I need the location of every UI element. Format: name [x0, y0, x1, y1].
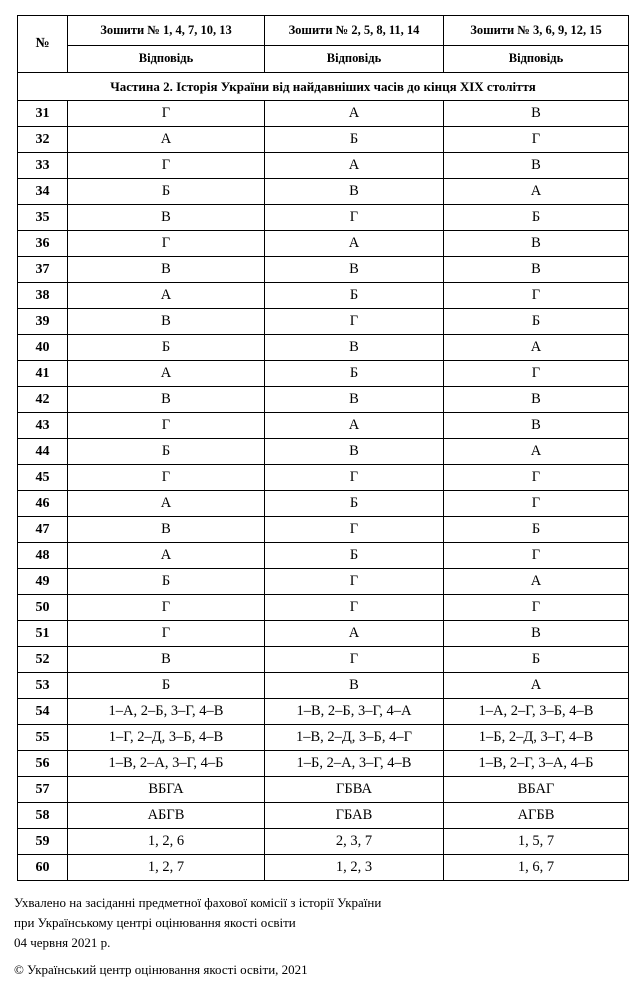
answer-cell-group-3: Г	[444, 283, 629, 309]
answer-cell-group-3: А	[444, 335, 629, 361]
answer-cell-group-1: ВБГА	[68, 777, 265, 803]
answer-cell-group-2: Г	[265, 517, 444, 543]
table-row	[18, 127, 629, 153]
answer-cell-group-1: 1–А, 2–Б, 3–Г, 4–В	[68, 699, 265, 725]
answer-cell-group-1: В	[68, 205, 265, 231]
question-number: 40	[18, 335, 68, 361]
answer-cell-group-2: Б	[265, 127, 444, 153]
approval-line-2: при Українському центрі оцінювання якості освіти	[14, 915, 296, 930]
question-number: 53	[18, 673, 68, 699]
booklet-group-2-header: Зошити № 2, 5, 8, 11, 14	[265, 16, 444, 46]
answer-cell-group-1: Г	[68, 621, 265, 647]
answer-cell-group-3: 1–Б, 2–Д, 3–Г, 4–В	[444, 725, 629, 751]
table-row	[18, 257, 629, 283]
answer-cell-group-3: 1, 5, 7	[444, 829, 629, 855]
table-row	[18, 829, 629, 855]
answer-cell-group-2: Г	[265, 647, 444, 673]
question-number: 43	[18, 413, 68, 439]
answer-cell-group-3: А	[444, 673, 629, 699]
answer-cell-group-2: Б	[265, 543, 444, 569]
answer-cell-group-1: А	[68, 127, 265, 153]
answer-header-1: Відповідь	[68, 45, 265, 72]
answer-cell-group-3: Г	[444, 361, 629, 387]
answer-cell-group-2: А	[265, 413, 444, 439]
question-number: 37	[18, 257, 68, 283]
approval-line-1: Ухвалено на засіданні предметної фахової комісії з історії України	[14, 895, 382, 910]
answer-cell-group-1: В	[68, 257, 265, 283]
answer-cell-group-2: А	[265, 231, 444, 257]
answer-cell-group-1: Б	[68, 179, 265, 205]
question-number: 60	[18, 855, 68, 881]
table-row	[18, 621, 629, 647]
answer-cell-group-3: 1–В, 2–Г, 3–А, 4–Б	[444, 751, 629, 777]
question-number: 49	[18, 569, 68, 595]
table-row	[18, 465, 629, 491]
answer-cell-group-3: А	[444, 439, 629, 465]
answer-cell-group-1: Б	[68, 439, 265, 465]
table-row	[18, 413, 629, 439]
answer-cell-group-2: А	[265, 153, 444, 179]
answer-cell-group-3: В	[444, 387, 629, 413]
answer-cell-group-1: Г	[68, 413, 265, 439]
answer-cell-group-1: Г	[68, 465, 265, 491]
answer-cell-group-3: Б	[444, 647, 629, 673]
answer-cell-group-3: В	[444, 231, 629, 257]
answer-cell-group-3: 1, 6, 7	[444, 855, 629, 881]
question-number: 44	[18, 439, 68, 465]
question-number: 46	[18, 491, 68, 517]
table-row	[18, 569, 629, 595]
question-number: 57	[18, 777, 68, 803]
question-number: 48	[18, 543, 68, 569]
table-row	[18, 855, 629, 881]
table-row	[18, 179, 629, 205]
answer-cell-group-2: В	[265, 673, 444, 699]
question-number: 47	[18, 517, 68, 543]
answer-cell-group-3: Б	[444, 517, 629, 543]
question-number: 41	[18, 361, 68, 387]
booklet-group-1-header: Зошити № 1, 4, 7, 10, 13	[68, 16, 265, 46]
answer-cell-group-3: Б	[444, 309, 629, 335]
answer-cell-group-2: В	[265, 335, 444, 361]
answer-cell-group-2: А	[265, 621, 444, 647]
answer-cell-group-3: Г	[444, 127, 629, 153]
answer-cell-group-3: А	[444, 569, 629, 595]
answer-cell-group-2: А	[265, 101, 444, 127]
answer-cell-group-2: В	[265, 439, 444, 465]
table-row	[18, 751, 629, 777]
answer-cell-group-3: В	[444, 153, 629, 179]
question-number: 34	[18, 179, 68, 205]
answer-cell-group-2: 1–В, 2–Б, 3–Г, 4–А	[265, 699, 444, 725]
answer-cell-group-2: В	[265, 257, 444, 283]
answer-cell-group-1: Б	[68, 335, 265, 361]
answer-key-table	[17, 15, 629, 881]
booklet-group-3-header: Зошити № 3, 6, 9, 12, 15	[444, 16, 629, 46]
answer-cell-group-1: Б	[68, 569, 265, 595]
answer-cell-group-2: В	[265, 179, 444, 205]
answer-cell-group-2: 1–В, 2–Д, 3–Б, 4–Г	[265, 725, 444, 751]
answer-header-2: Відповідь	[265, 45, 444, 72]
question-number: 32	[18, 127, 68, 153]
answer-cell-group-1: 1, 2, 7	[68, 855, 265, 881]
copyright-notice: © Український центр оцінювання якості освіти, 2021	[14, 962, 308, 977]
answer-cell-group-2: В	[265, 387, 444, 413]
answer-cell-group-2: Г	[265, 309, 444, 335]
answer-cell-group-2: Б	[265, 283, 444, 309]
question-number: 36	[18, 231, 68, 257]
answer-cell-group-3: Г	[444, 491, 629, 517]
answer-cell-group-1: В	[68, 309, 265, 335]
question-number: 35	[18, 205, 68, 231]
answer-cell-group-1: А	[68, 543, 265, 569]
answer-cell-group-3: В	[444, 413, 629, 439]
question-number: 55	[18, 725, 68, 751]
answer-cell-group-3: А	[444, 179, 629, 205]
table-row	[18, 205, 629, 231]
answer-cell-group-1: А	[68, 361, 265, 387]
answer-cell-group-2: Г	[265, 205, 444, 231]
table-row	[18, 335, 629, 361]
table-row	[18, 153, 629, 179]
question-number: 54	[18, 699, 68, 725]
question-number: 39	[18, 309, 68, 335]
question-number: 31	[18, 101, 68, 127]
answer-cell-group-2: Г	[265, 595, 444, 621]
answer-cell-group-1: В	[68, 647, 265, 673]
answer-cell-group-1: АБГВ	[68, 803, 265, 829]
answer-cell-group-1: В	[68, 387, 265, 413]
table-row	[18, 647, 629, 673]
approval-date: 04 червня 2021 р.	[14, 935, 111, 950]
answer-cell-group-2: Г	[265, 465, 444, 491]
table-row	[18, 725, 629, 751]
question-number: 52	[18, 647, 68, 673]
table-row	[18, 517, 629, 543]
answer-cell-group-2: Г	[265, 569, 444, 595]
question-number: 58	[18, 803, 68, 829]
answer-cell-group-2: 2, 3, 7	[265, 829, 444, 855]
answer-cell-group-1: Г	[68, 153, 265, 179]
table-row	[18, 543, 629, 569]
answer-cell-group-3: Г	[444, 465, 629, 491]
answer-cell-group-3: В	[444, 101, 629, 127]
number-column-header: №	[18, 16, 68, 73]
answer-cell-group-2: ГБАВ	[265, 803, 444, 829]
question-number: 50	[18, 595, 68, 621]
answer-cell-group-1: Г	[68, 595, 265, 621]
question-number: 51	[18, 621, 68, 647]
section-title: Частина 2. Історія України від найдавніших часів до кінця XIX століття	[18, 73, 629, 101]
answer-header-3: Відповідь	[444, 45, 629, 72]
table-row	[18, 595, 629, 621]
table-row	[18, 387, 629, 413]
answer-cell-group-3: В	[444, 621, 629, 647]
answer-cell-group-1: 1, 2, 6	[68, 829, 265, 855]
answer-cell-group-1: Г	[68, 101, 265, 127]
answer-cell-group-1: А	[68, 283, 265, 309]
question-number: 59	[18, 829, 68, 855]
table-row	[18, 673, 629, 699]
answer-rows	[18, 101, 629, 881]
table-row	[18, 803, 629, 829]
answer-cell-group-1: 1–Г, 2–Д, 3–Б, 4–В	[68, 725, 265, 751]
table-row	[18, 361, 629, 387]
table-row	[18, 309, 629, 335]
approval-note	[14, 893, 381, 953]
answer-cell-group-2: Б	[265, 361, 444, 387]
answer-cell-group-3: В	[444, 257, 629, 283]
question-number: 56	[18, 751, 68, 777]
table-row	[18, 439, 629, 465]
answer-cell-group-2: 1–Б, 2–А, 3–Г, 4–В	[265, 751, 444, 777]
answer-cell-group-1: Б	[68, 673, 265, 699]
question-number: 38	[18, 283, 68, 309]
table-row	[18, 491, 629, 517]
answer-cell-group-1: Г	[68, 231, 265, 257]
table-row	[18, 699, 629, 725]
answer-cell-group-3: Б	[444, 205, 629, 231]
answer-cell-group-2: Б	[265, 491, 444, 517]
answer-cell-group-1: 1–В, 2–А, 3–Г, 4–Б	[68, 751, 265, 777]
answer-cell-group-3: Г	[444, 543, 629, 569]
table-row	[18, 231, 629, 257]
table-row	[18, 777, 629, 803]
answer-cell-group-3: 1–А, 2–Г, 3–Б, 4–В	[444, 699, 629, 725]
table-row	[18, 101, 629, 127]
answer-cell-group-3: АГБВ	[444, 803, 629, 829]
answer-cell-group-3: ВБАГ	[444, 777, 629, 803]
question-number: 42	[18, 387, 68, 413]
question-number: 45	[18, 465, 68, 491]
answer-cell-group-2: ГБВА	[265, 777, 444, 803]
answer-cell-group-2: 1, 2, 3	[265, 855, 444, 881]
table-row	[18, 283, 629, 309]
answer-cell-group-1: В	[68, 517, 265, 543]
question-number: 33	[18, 153, 68, 179]
answer-cell-group-1: А	[68, 491, 265, 517]
answer-cell-group-3: Г	[444, 595, 629, 621]
